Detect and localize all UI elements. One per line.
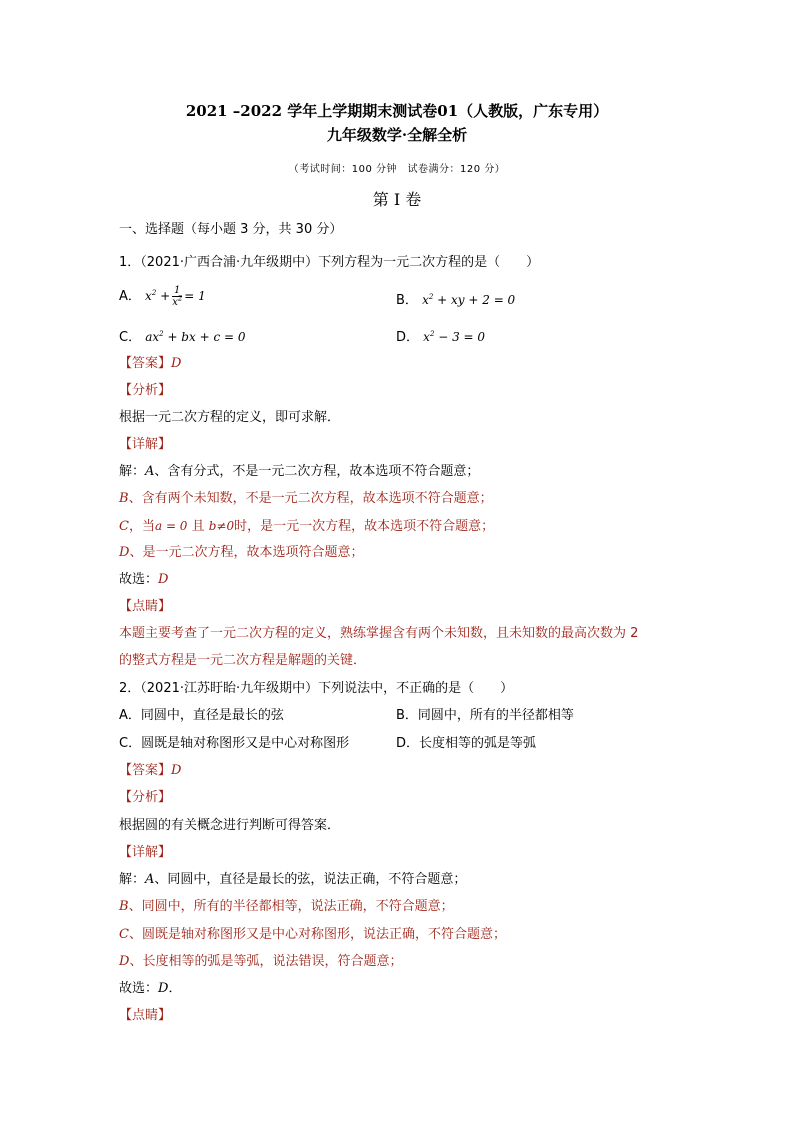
q2-detail-line-1: 解：A、同圆中，直径是最长的弦，说法正确，不符合题意；: [119, 872, 467, 887]
q2-conclusion: 故选：D．: [119, 981, 182, 996]
q1-option-d: [396, 328, 485, 347]
document-subtitle: 九年级数学·全解全析: [326, 126, 468, 144]
q1-detail-label: 【详解】: [119, 437, 172, 452]
exam-info: （考试时间：100 分钟 试卷满分：120 分）: [288, 164, 506, 175]
q1-detail-line-2: B、含有两个未知数，不是一元二次方程，故本选项不符合题意；: [119, 491, 493, 506]
q1-option-d-expr: $x^2 - 3 = 0$: [423, 330, 486, 344]
q1-option-d-label: D．: [396, 330, 420, 345]
q2-detail-line-4: D、长度相等的弧是等弧，说法错误，符合题意；: [119, 954, 403, 969]
q1-option-c-label: C．: [119, 330, 142, 345]
volume-heading: 第 I 卷: [372, 190, 422, 209]
q1-option-b-expr: $x^2$ + xy + 2 = 0: [422, 293, 516, 307]
q1-option-a-label: A．: [119, 289, 141, 304]
q1-option-a-expr: $x^2$ + $\frac{1}{x^2}$ = 1: [145, 285, 206, 308]
q2-answer: 【答案】D: [119, 763, 182, 778]
q2-option-c: C．圆既是轴对称图形又是中心对称图形: [119, 736, 350, 751]
q2-option-d: D．长度相等的弧是等弧: [396, 736, 537, 751]
q2-analysis-text: 根据圆的有关概念进行判断可得答案．: [119, 818, 341, 833]
q1-comment-label: 【点睛】: [119, 599, 172, 614]
q2-option-a: A．同圆中，直径是最长的弦: [119, 708, 284, 723]
q2-detail-line-3: C、圆既是轴对称图形又是中心对称图形，说法正确，不符合题意；: [119, 927, 506, 942]
question-2-stem: 2．（2021·江苏盱眙·九年级期中）下列说法中，不正确的是（ ）: [119, 681, 514, 696]
q1-conclusion: 故选：D: [119, 572, 169, 587]
section-heading: 一、选择题（每小题 3 分，共 30 分）: [119, 222, 343, 237]
q2-option-b: B．同圆中，所有的半径都相等: [396, 708, 574, 723]
q1-detail-line-4: D、是一元二次方程，故本选项符合题意；: [119, 545, 364, 560]
q1-comment-line-1: 本题主要考查了一元二次方程的定义，熟练掌握含有两个未知数，且未知数的最高次数为 2: [119, 626, 639, 641]
q1-option-c: [119, 328, 245, 347]
q1-option-c-expr: $ax^2$ + bx + c = 0: [145, 330, 246, 344]
q1-option-b-label: B．: [396, 293, 418, 308]
q1-option-a: [119, 285, 206, 308]
q1-detail-line-3: C，当a = 0 且 b≠0时，是一元一次方程，故本选项不符合题意；: [119, 519, 495, 534]
q1-detail-line-1: 解：A、含有分式，不是一元二次方程，故本选项不符合题意；: [119, 464, 480, 479]
q2-detail-label: 【详解】: [119, 845, 172, 860]
q2-comment-label: 【点睛】: [119, 1008, 172, 1023]
q1-option-b: [396, 291, 515, 310]
q1-answer: 【答案】D: [119, 356, 182, 371]
q1-analysis-label: 【分析】: [119, 383, 172, 398]
q1-comment-line-2: 的整式方程是一元二次方程是解题的关键．: [119, 653, 367, 668]
document-title: 2021 –2022 学年上学期期末测试卷01（人教版，广东专用）: [185, 102, 609, 120]
q1-analysis-text: 根据一元二次方程的定义，即可求解．: [119, 410, 341, 425]
q2-analysis-label: 【分析】: [119, 790, 172, 805]
q2-detail-line-2: B、同圆中，所有的半径都相等，说法正确，不符合题意；: [119, 899, 454, 914]
question-1-stem: 1．（2021·广西合浦·九年级期中）下列方程为一元二次方程的是（ ）: [119, 255, 540, 270]
